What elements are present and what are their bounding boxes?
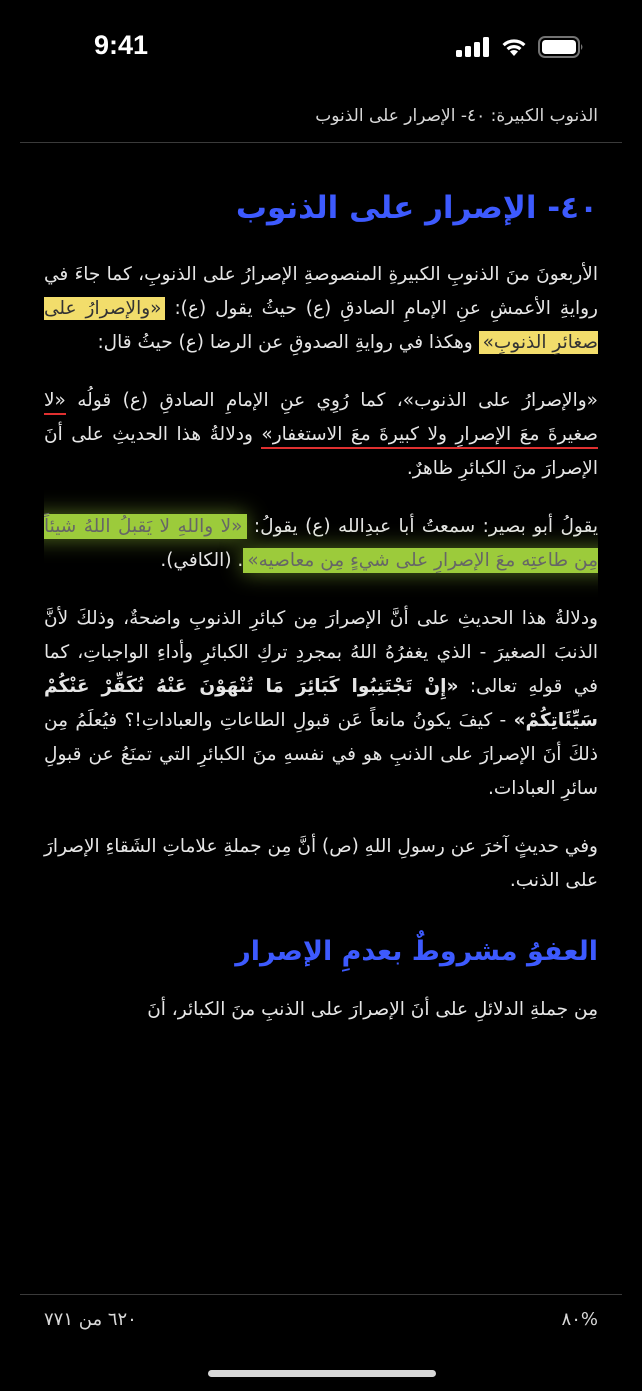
paragraph-1: [44, 258, 598, 360]
paragraph-2-text-b: ودلالةُ هذا الحديثِ على أنَ الإصرارَ منَ الكبائرِ ظاهرٌ.: [44, 424, 598, 480]
signal-icon: [456, 37, 490, 57]
paragraph-5: وفي حديثٍ آخرَ عن رسولِ اللهِ (ص) أنَّ مِن جملةِ علاماتِ الشَقاءِ الإصرارَ على الذنب.: [44, 836, 598, 892]
home-indicator[interactable]: [208, 1370, 436, 1377]
article-subheading: العفوُ مشروطٌ بعدمِ الإصرار: [235, 936, 598, 968]
paragraph-3-text-b: . (الكافي).: [160, 550, 244, 572]
page-indicator: ٦٢٠ من ٧٧١: [44, 1309, 137, 1330]
highlight-yellow[interactable]: «والإصرارُ على صغائرِ الذنوبِ»: [44, 298, 598, 354]
paragraph-1-text-a: الأربعونَ منَ الذنوبِ الكبيرةِ المنصوصةِ الإصرارُ على الذنوبِ، كما جاءَ في روايةِ الأعمشِ عنِ الإمامِ الصادقِ (ع) حيثُ يقول (ع):: [44, 264, 598, 320]
status-bar: [0, 0, 642, 96]
paragraph-3: [44, 510, 598, 578]
paragraph-4: [44, 602, 598, 806]
battery-icon: [538, 36, 584, 58]
paragraph-6: مِن جملةِ الدلائلِ على أنَ الإصرارَ على الذنبِ منَ الكبائر، أنَ: [147, 999, 598, 1021]
article-heading: ٤٠- الإصرار على الذنوب: [235, 190, 598, 226]
chapter-title: الذنوب الكبيرة: ٤٠- الإصرار على الذنوب: [315, 106, 598, 126]
status-time: 9:41: [94, 30, 149, 60]
reader-footer: [20, 1294, 622, 1345]
reader-header: [20, 96, 622, 143]
paragraph-4-text-a: ودلالةُ هذا الحديثِ على أنَّ الإصرارَ مِن كبائرِ الذنوبِ واضحةٌ، وذلكَ لأنَّ الذنبَ الصغيرَ - الذي يغفرُهُ اللهُ بمجردِ تركِ الكبائرِ وأداءِ الواجباتِ، كما في قولهِ تعالى:: [44, 608, 598, 698]
quran-verse: «إِنْ تَجْتَنِبُوا كَبَائِرَ مَا تُنْهَوْنَ عَنْهُ نُكَفِّرْ عَنْكُمْ سَيِّئَاتِكُمْ»: [44, 676, 598, 732]
wifi-icon: [500, 37, 528, 57]
paragraph-2: [44, 384, 598, 486]
paragraph-4-text-b: - كيفَ يكونُ مانعاً عَن قبولِ الطاعاتِ والعباداتِ!؟ فيُعلَمُ مِن ذلكَ أنَ الإصرارَ على الذنبِ هو في نفسهِ منَ الكبائرِ التي تمنَعُ عن قبولِ سائرِ العبادات.: [44, 710, 598, 800]
status-icons: [456, 36, 584, 58]
reading-progress: ٨٠%: [561, 1309, 598, 1330]
paragraph-1-text-b: وهكذا في روايةِ الصدوقِ عن الرضا (ع) حيثُ قال:: [97, 332, 479, 354]
article-content: [44, 188, 598, 1051]
paragraph-3-text-a: يقولُ أبو بصير: سمعتُ أبا عبدِالله (ع) يقولُ:: [246, 516, 598, 538]
underline-red[interactable]: «لا صغيرةَ معَ الإصرارِ ولا كبيرةَ معَ الاستغفار»: [44, 390, 598, 449]
paragraph-2-text-a: «والإصرارُ على الذنوب»، كما رُوِي عنِ الإمامِ الصادقِ (ع) قولُه: [65, 390, 598, 412]
highlight-green[interactable]: «لا واللهِ لا يَقبلُ اللهُ شيئاً مِن طاعتِه معَ الإصرارِ على شيءٍ مِن معاصيه»: [44, 516, 598, 572]
